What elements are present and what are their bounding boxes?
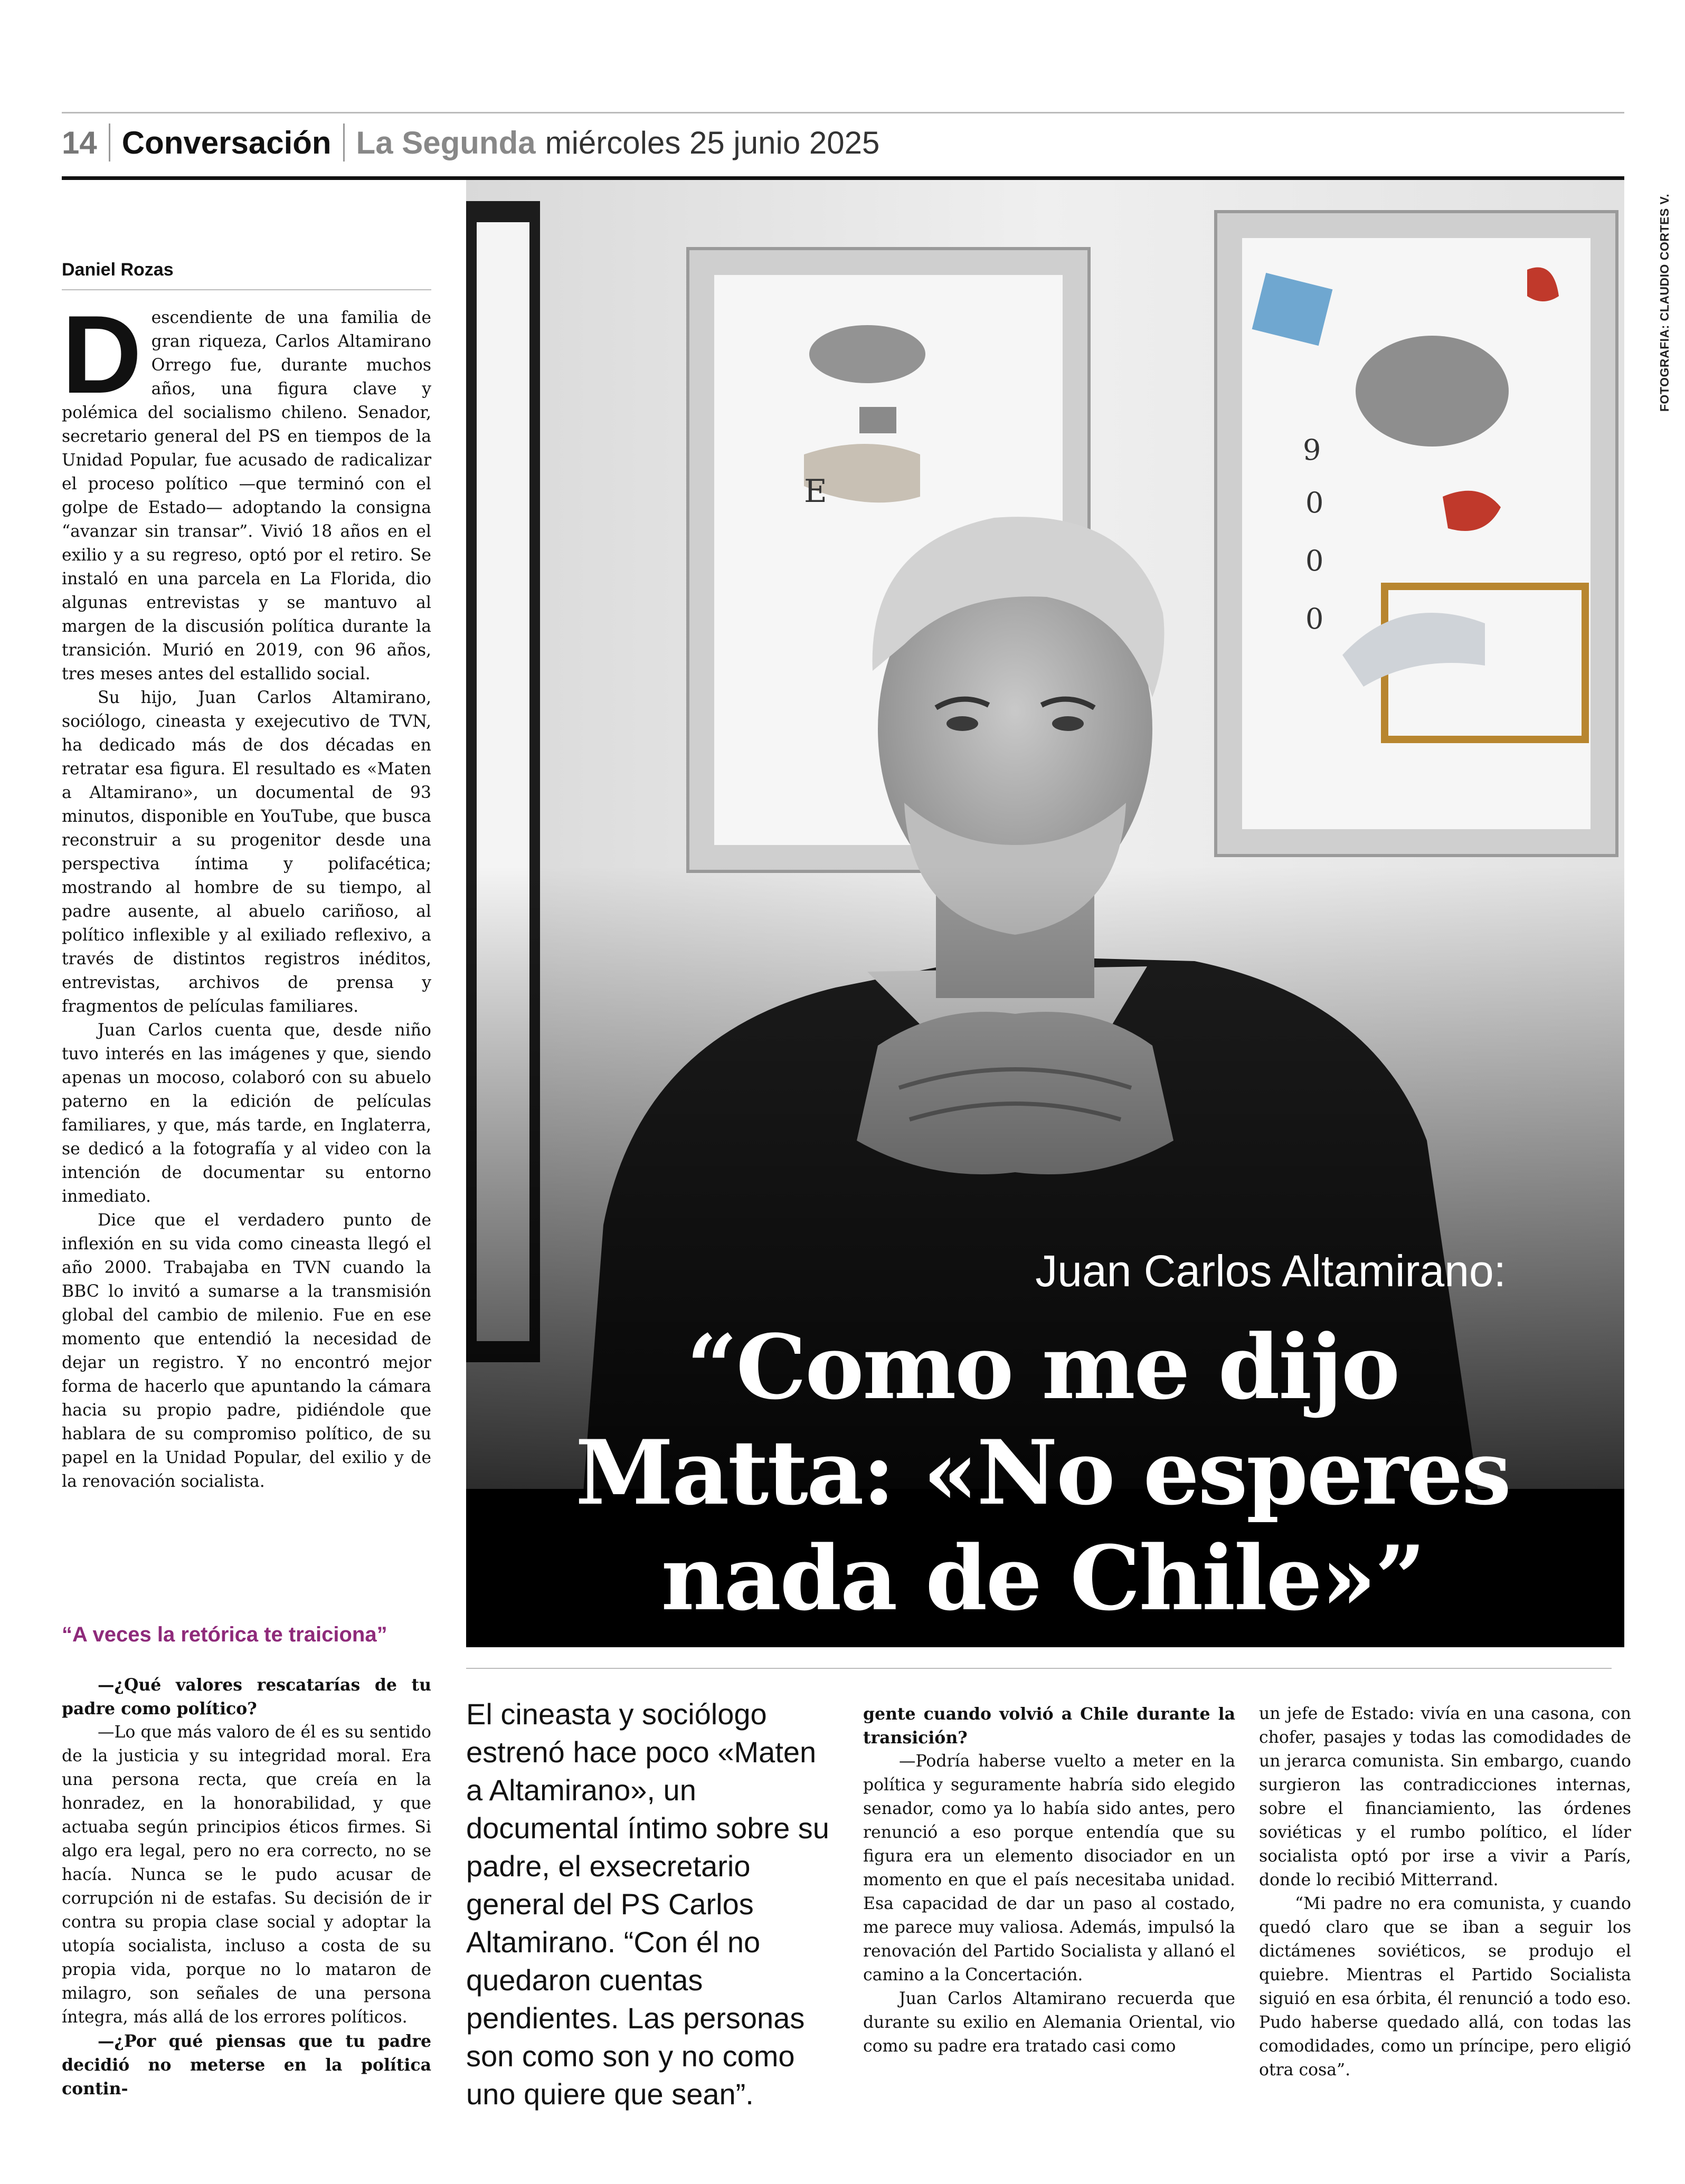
headline-kicker: Juan Carlos Altamirano: (1035, 1246, 1506, 1296)
page-header (62, 119, 879, 166)
question: —¿Qué valores rescatarías de tu padre como político? (62, 1675, 431, 1718)
section-name: Conversación (121, 125, 332, 160)
svg-text:0: 0 (1305, 602, 1324, 635)
svg-text:9: 9 (1303, 433, 1321, 467)
photo-credit: FOTOGRAFIA: CLAUDIO CORTES V. (1658, 193, 1671, 412)
intro-paragraph: Dice que el verdadero punto de inflexión en su vida como cineasta llegó el año 2000. Trabajaba en TVN cuando la BBC lo invitó a sumarse a la transmisión global del cambio de milenio. Fue en ese momento que entendió la necesidad de dejar un registro. Y no encontró mejor forma de hacerlo que apuntando la cámara hacia su propio padre, pidiéndole que hablara de su compromiso político, de su papel en la Unidad Popular, del exilio y de la renovación socialista. (62, 1211, 431, 1491)
subheading: “A veces la retórica te traiciona” (62, 1623, 387, 1646)
publication-name: La Segunda (356, 125, 536, 160)
answer: —Lo que más valoro de él es su sentido de la justicia y su integridad moral. Era una persona recta, que creía en la honradez, en la honorabilidad, y que actuaba según principios éticos firmes. Si algo era legal, pero no era correcto, no se hacía. Nunca se le pudo acusar de corrupción ni de estafas. Su decisión de ir contra su propia clase social y adoptar la utopía socialista, incluso a costa de su propia vida, porque no lo mataron de milagro, son señales de una persona íntegra, más allá de los errores políticos. (62, 1723, 431, 2027)
drop-cap: D (62, 292, 142, 416)
text-column-4 (1259, 1702, 1631, 2082)
section-rule (466, 1668, 1612, 1669)
paragraph: Juan Carlos Altamirano recuerda que durante su exilio en Alemania Oriental, vio como su padre era tratado casi como (863, 1989, 1235, 2056)
byline: Daniel Rozas (62, 260, 174, 280)
svg-text:0: 0 (1305, 544, 1324, 577)
page-number: 14 (62, 125, 97, 160)
header-rule (62, 176, 1624, 180)
issue-date: miércoles 25 junio 2025 (545, 125, 880, 160)
qa-column (62, 1673, 431, 2101)
svg-text:E: E (804, 473, 827, 510)
svg-text:0: 0 (1305, 486, 1324, 519)
intro-paragraph: Descendiente de una familia de gran riqueza, Carlos Altamirano Orrego fue, durante muchos años, una figura clave y polémica del socialismo chileno. Senador, secretario general del PS en tiempos de la Unidad Popular, fue acusado de radicalizar el proceso político —que terminó con el golpe de Estado— adoptando la consigna “avanzar sin transar”. Vivió 18 años en el exilio y a su regreso, optó por el retiro. Se instaló en una parcela en La Florida, dio algunas entrevistas y se mantuvo al margen de la discusión política durante la transición. Murió en 2019, con 96 años, tres meses antes del estallido social. (62, 292, 431, 683)
header-top-rule (62, 112, 1624, 113)
headline: “Como me dijo Matta: «No esperes nada de Chile»” (575, 1315, 1510, 1630)
intro-paragraph: Juan Carlos cuenta que, desde niño tuvo interés en las imágenes y que, siendo apenas un mocoso, colaboró con su abuelo paterno en la edición de películas familiares, y que, más tarde, en Inglaterra, se dedicó a la fotografía y al video con la intención de documentar su entorno inmediato. (62, 1021, 431, 1206)
question-continued: gente cuando volvió a Chile durante la transición? (863, 1704, 1235, 1748)
intro-column (62, 292, 431, 1494)
byline-rule (62, 289, 431, 290)
paragraph-continued: un jefe de Estado: vivía en una casona, con chofer, pasajes y todas las comodidades de un jerarca comunista. Sin embargo, cuando surgieron las contradicciones internas, sobre el financiamiento, las órdenes soviéticas y el rumbo político, el líder socialista optó por irse a vivir a París, donde lo recibió Mitterrand. (1259, 1704, 1631, 1889)
quote-paragraph: “Mi padre no era comunista, y cuando quedó claro que se iban a seguir los dictámenes soviéticos, se produjo el quiebre. Mientras el Partido Socialista siguió en esa órbita, él renunció a todo eso. Pudo haberse quedado allá, con todas las comodidades, como un príncipe, pero eligió otra cosa”. (1259, 1894, 1631, 2079)
answer: —Podría haberse vuelto a meter en la política y seguramente habría sido elegido senador, como ya lo había sido antes, pero renunció a eso porque entendía que su figura era un elemento disociador en un momento en que el país necesitaba unidad. Esa capacidad de dar un paso al costado, me parece muy valiosa. Además, impulsó la renovación del Partido Socialista y allanó el camino a la Concertación. (863, 1752, 1235, 1984)
text-column-3 (863, 1702, 1235, 2058)
question: —¿Por qué piensas que tu padre decidió no meterse en la política contin- (62, 2031, 431, 2098)
intro-paragraph: Su hijo, Juan Carlos Altamirano, sociólogo, cineasta y exejecutivo de TVN, ha dedicado más de dos décadas en retratar esa figura. El resultado es «Maten a Altamirano», un documental de 93 minutos, disponible en YouTube, que busca reconstruir a su progenitor desde una perspectiva íntima y polifacética; mostrando al hombre de su tiempo, al padre ausente, al abuelo cariñoso, al político inflexible y al exiliado reflexivo, a través de distintos registros inéditos, entrevistas, archivos de prensa y fragmentos de películas familiares. (62, 688, 431, 1016)
deck-summary: El cineasta y sociólogo estrenó hace poco «Maten a Altamirano», un documental íntimo sobre su padre, el exsecretario general del PS Carlos Altamirano. “Con él no quedaron cuentas pendientes. Las personas son como son y no como uno quiere que sean”. (466, 1697, 829, 2111)
